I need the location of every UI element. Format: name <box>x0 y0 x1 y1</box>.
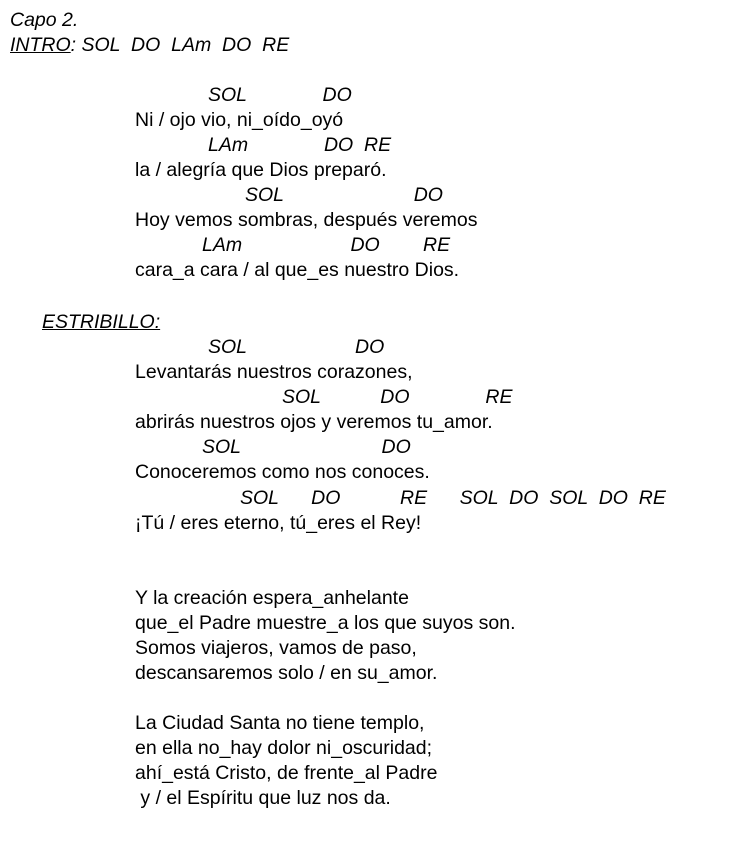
chorus-chords-4: SOL DO RE SOL DO SOL DO RE <box>240 487 666 509</box>
verse1-chords-1: SOL DO <box>208 84 352 106</box>
chorus-chords-3: SOL DO <box>202 436 411 458</box>
intro-line <box>10 33 289 57</box>
verse3-line-3: ahí_está Cristo, de frente_al Padre <box>135 762 438 784</box>
verse2-line-1: Y la creación espera_anhelante <box>135 587 409 609</box>
verse1-lyric-3: Hoy vemos sombras, después veremos <box>135 209 478 231</box>
capo-note: Capo 2. <box>10 9 79 31</box>
verse1-chords-3: SOL DO <box>245 184 443 206</box>
verse3-line-4: y / el Espíritu que luz nos da. <box>135 787 391 809</box>
verse1-chords-2: LAm DO RE <box>208 134 392 156</box>
verse2-line-4: descansaremos solo / en su_amor. <box>135 662 438 684</box>
intro-chords: : SOL DO LAm DO RE <box>70 34 290 56</box>
verse1-chords-4: LAm DO RE <box>202 234 451 256</box>
verse3-line-2: en ella no_hay dolor ni_oscuridad; <box>135 737 433 759</box>
verse1-lyric-2: la / alegría que Dios preparó. <box>135 159 387 181</box>
verse2-line-2: que_el Padre muestre_a los que suyos son. <box>135 612 516 634</box>
chorus-lyric-1: Levantarás nuestros corazones, <box>135 361 413 383</box>
chorus-chords-2: SOL DO RE <box>282 386 513 408</box>
chorus-lyric-3: Conoceremos como nos conoces. <box>135 461 430 483</box>
verse1-lyric-4: cara_a cara / al que_es nuestro Dios. <box>135 259 460 281</box>
chorus-lyric-4: ¡Tú / eres eterno, tú_eres el Rey! <box>135 512 422 534</box>
intro-label: INTRO <box>10 34 71 56</box>
chorus-chords-1: SOL DO <box>208 336 385 358</box>
verse3-line-1: La Ciudad Santa no tiene templo, <box>135 712 425 734</box>
verse1-lyric-1: Ni / ojo vio, ni_oído_oyó <box>135 109 344 131</box>
chorus-lyric-2: abrirás nuestros ojos y veremos tu_amor. <box>135 411 493 433</box>
chorus-label: ESTRIBILLO: <box>42 311 161 333</box>
verse2-line-3: Somos viajeros, vamos de paso, <box>135 637 417 659</box>
